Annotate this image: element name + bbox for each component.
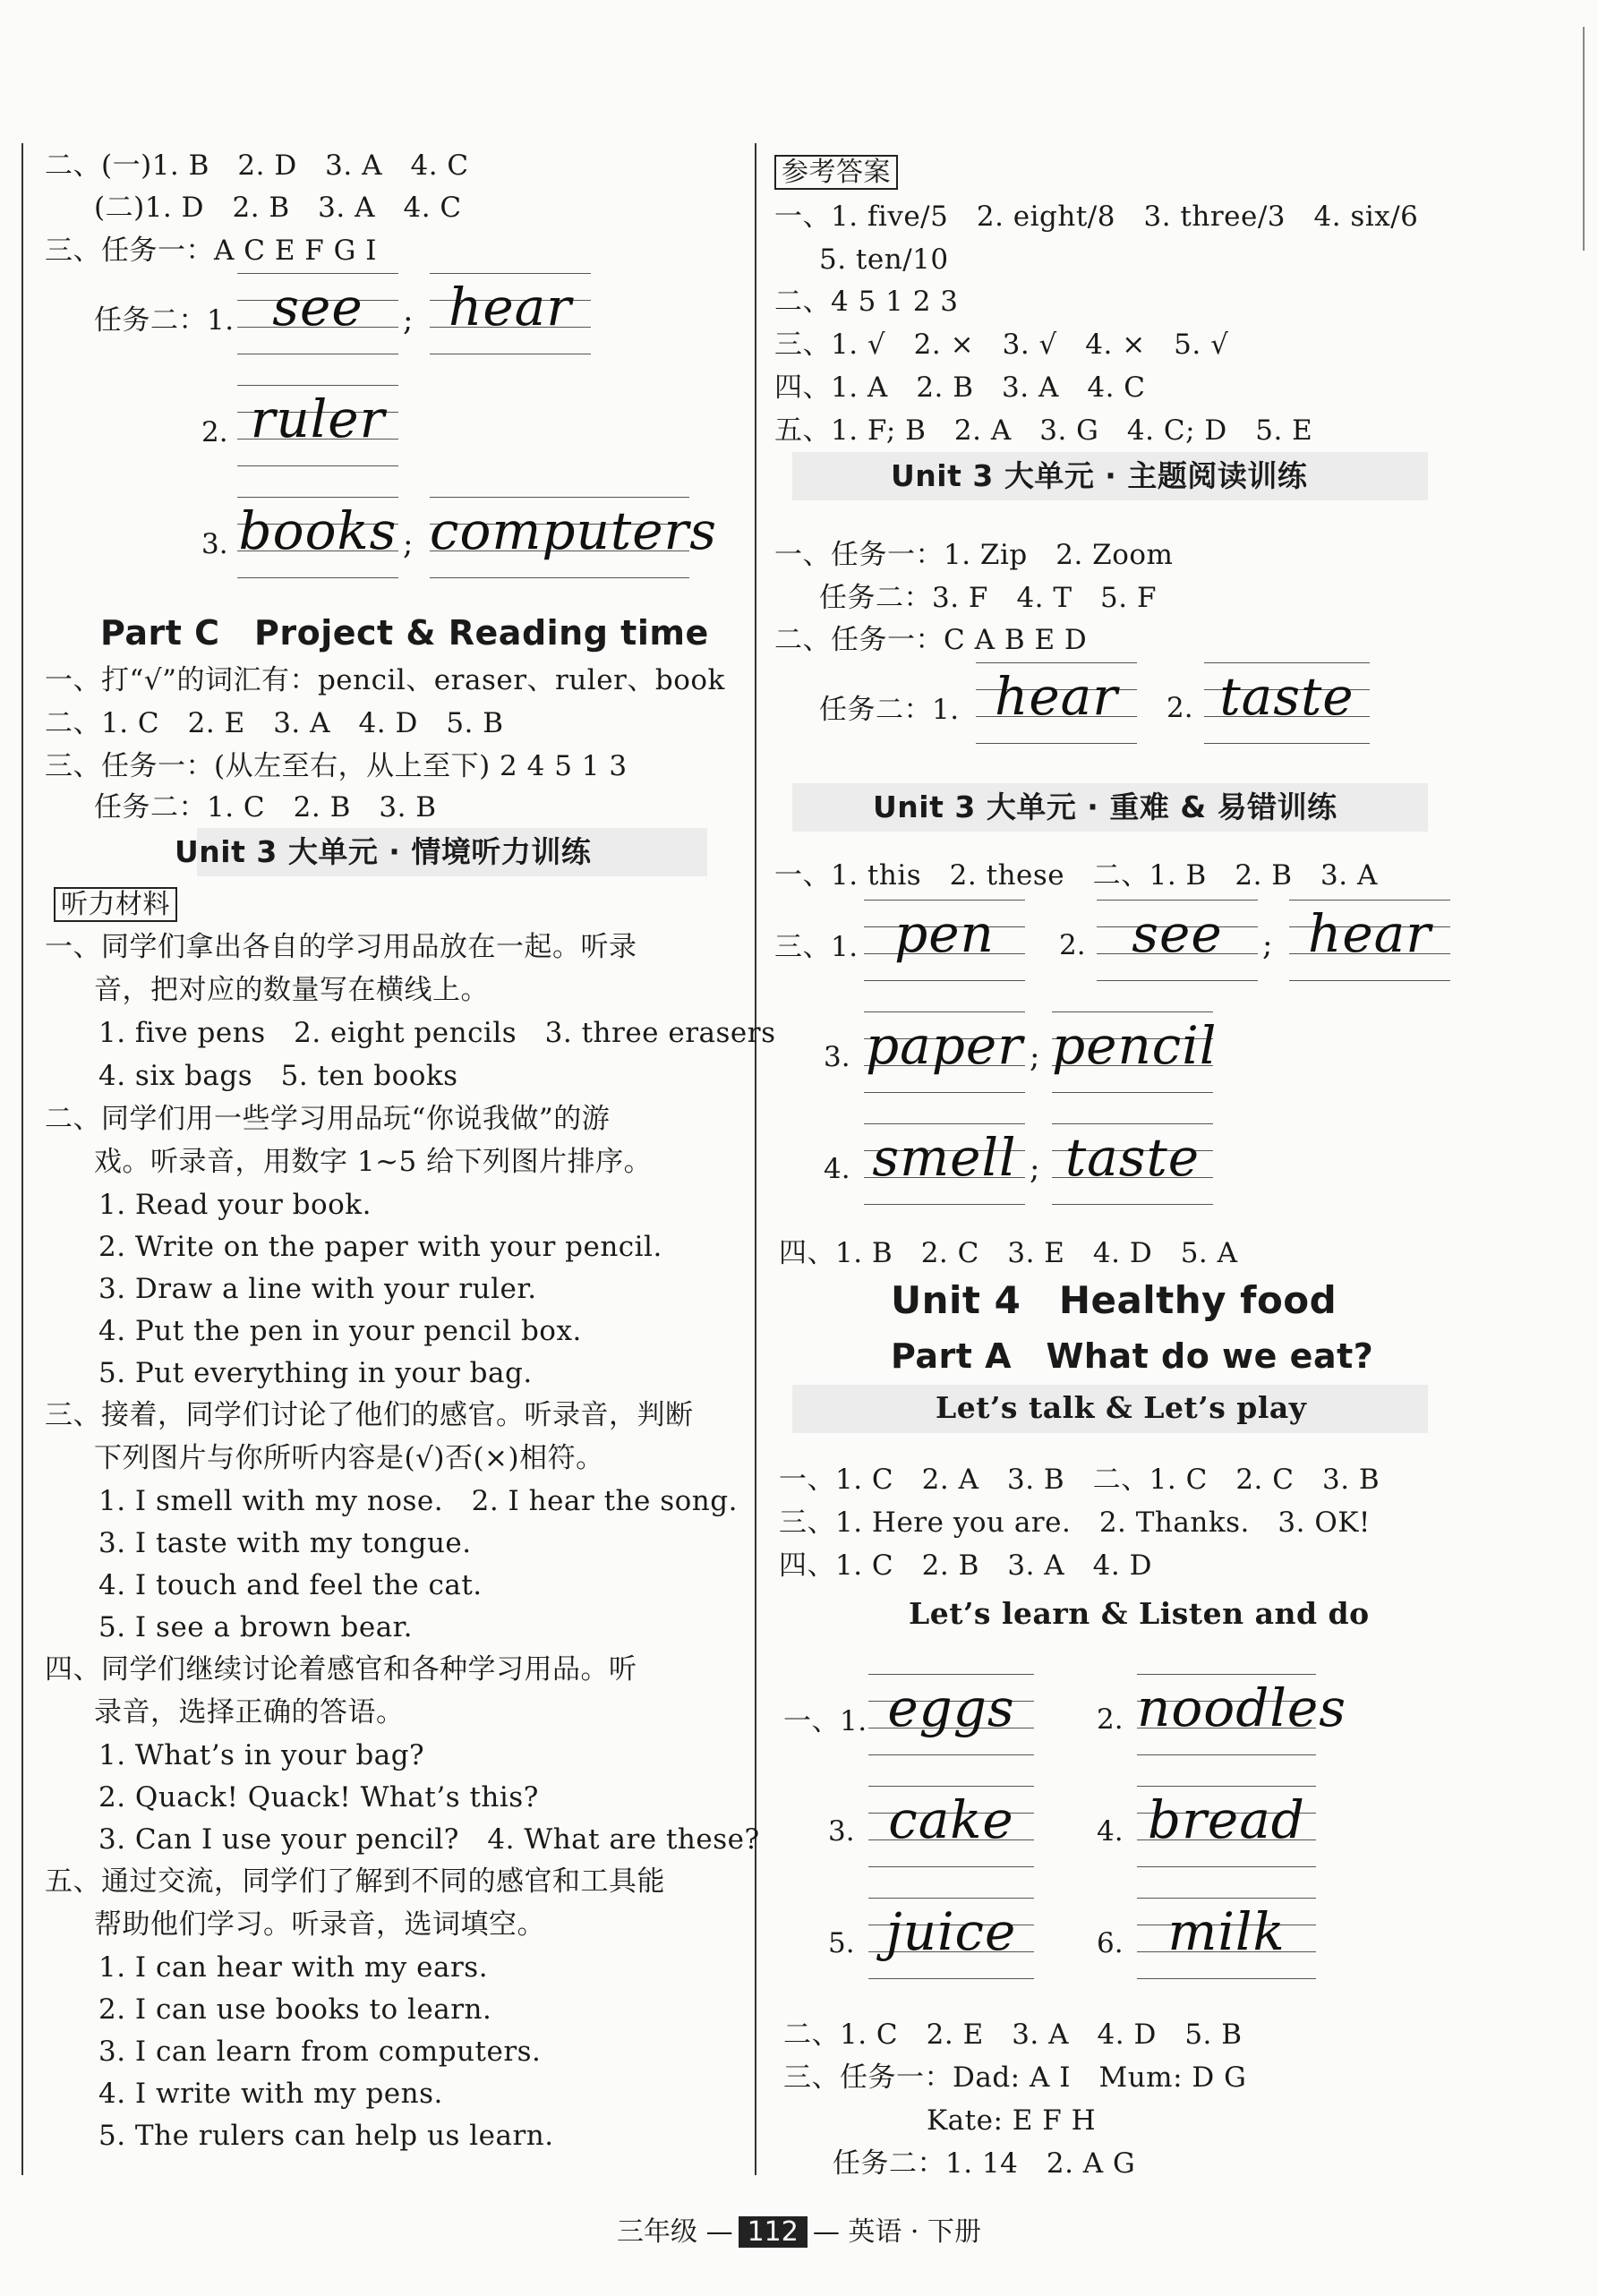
handwriting-box bbox=[430, 497, 718, 586]
handwriting-box bbox=[1137, 1898, 1316, 1987]
text-line: 1. Read your book. bbox=[98, 1189, 372, 1221]
handwriting-box bbox=[237, 273, 398, 363]
handwritten-word: ruler bbox=[250, 388, 386, 449]
handwriting-box bbox=[1289, 900, 1450, 989]
text-line: 五、通过交流，同学们了解到不同的感官和工具能 bbox=[45, 1865, 665, 1898]
item-number: 3. bbox=[824, 1041, 850, 1073]
item-number: 2. bbox=[201, 416, 228, 448]
answer-line: 三、1. √ 2. × 3. √ 4. × 5. √ bbox=[774, 329, 1229, 361]
text-line: 3. I taste with my tongue. bbox=[98, 1527, 472, 1559]
handwriting-box bbox=[1137, 1786, 1316, 1875]
answer-line: 二、1. C 2. E 3. A 4. D 5. B bbox=[45, 707, 504, 739]
text-line: 5. I see a brown bear. bbox=[98, 1611, 413, 1643]
unit-heading: Unit 3 大单元 · 主题阅读训练 bbox=[891, 458, 1308, 493]
text-line: 1. I smell with my nose. 2. I hear the song. bbox=[98, 1485, 738, 1517]
handwritten-word: hear bbox=[449, 277, 572, 337]
text-line: 2. I can use books to learn. bbox=[98, 1993, 492, 2026]
text-line: 帮助他们学习。听录音，选词填空。 bbox=[94, 1908, 545, 1941]
text-line: 下列图片与你所听内容是(√)否(×)相符。 bbox=[94, 1442, 604, 1474]
separator: ; bbox=[403, 303, 414, 338]
text-line: 3. Can I use your pencil? 4. What are these? bbox=[98, 1823, 760, 1856]
item-number: 2. bbox=[1166, 692, 1193, 724]
handwritten-word: pencil bbox=[1052, 1015, 1218, 1076]
answer-line: 任务二：1. bbox=[819, 694, 960, 726]
handwritten-word: noodles bbox=[1137, 1677, 1346, 1738]
answer-line: 四、1. B 2. C 3. E 4. D 5. A bbox=[779, 1237, 1238, 1269]
handwritten-word: paper bbox=[866, 1015, 1023, 1076]
answer-line: 三、1. bbox=[774, 931, 859, 963]
answer-line: 二、1. C 2. E 3. A 4. D 5. B bbox=[783, 2019, 1243, 2051]
handwritten-word: pen bbox=[894, 903, 995, 964]
text-line: 2. Write on the paper with your pencil. bbox=[98, 1231, 662, 1263]
text-line: 5. Put everything in your bag. bbox=[98, 1357, 533, 1389]
handwriting-box bbox=[868, 1786, 1034, 1875]
item-number: 2. bbox=[1097, 1703, 1124, 1736]
handwritten-word: computers bbox=[430, 500, 718, 561]
text-line: 3. I can learn from computers. bbox=[98, 2036, 542, 2068]
answer-line: 一、1. this 2. these 二、1. B 2. B 3. A bbox=[774, 859, 1378, 892]
separator: ; bbox=[1030, 1151, 1040, 1187]
text-line: 4. I touch and feel the cat. bbox=[98, 1569, 483, 1601]
text-line: 二、同学们用一些学习用品玩“你说我做”的游 bbox=[45, 1103, 611, 1135]
text-line: 一、同学们拿出各自的学习用品放在一起。听录 bbox=[45, 931, 637, 963]
handwritten-word: taste bbox=[1064, 1127, 1201, 1188]
label-line bbox=[54, 886, 177, 923]
text-line: 5. The rulers can help us learn. bbox=[98, 2120, 554, 2152]
handwritten-word: eggs bbox=[887, 1677, 1015, 1738]
item-number: 5. bbox=[828, 1927, 855, 1959]
answer-line: 五、1. F; B 2. A 3. G 4. C; D 5. E bbox=[774, 414, 1313, 447]
answer-line: 一、任务一：1. Zip 2. Zoom bbox=[774, 539, 1174, 571]
handwriting-box bbox=[864, 900, 1025, 989]
answer-line: 一、打“√”的词汇有：pencil、eraser、ruler、book bbox=[45, 664, 725, 696]
handwritten-word: books bbox=[238, 500, 397, 561]
text-line: 戏。听录音，用数字 1~5 给下列图片排序。 bbox=[94, 1146, 653, 1178]
listening-material-label: 听力材料 bbox=[54, 887, 177, 922]
item-number: 4. bbox=[1097, 1815, 1124, 1848]
answer-line: 任务二：3. F 4. T 5. F bbox=[819, 582, 1157, 614]
answer-line: 三、1. Here you are. 2. Thanks. 3. OK! bbox=[779, 1506, 1371, 1539]
answer-line: 任务二：1. 14 2. A G bbox=[833, 2147, 1136, 2180]
answer-line: (二)1. D 2. B 3. A 4. C bbox=[94, 192, 462, 224]
answer-line: 任务二：1. C 2. B 3. B bbox=[94, 791, 437, 824]
text-line: 4. I write with my pens. bbox=[98, 2078, 443, 2110]
answer-line: 三、任务一：Dad: A I Mum: D G bbox=[783, 2061, 1247, 2094]
text-line: 三、接着，同学们讨论了他们的感官。听录音，判断 bbox=[45, 1399, 694, 1431]
item-number: 3. bbox=[828, 1815, 855, 1848]
handwriting-box bbox=[864, 1011, 1025, 1101]
handwriting-box bbox=[1097, 900, 1258, 989]
handwritten-word: hear bbox=[995, 666, 1118, 727]
answer-line: 二、4 5 1 2 3 bbox=[774, 286, 959, 318]
handwritten-word: see bbox=[272, 277, 363, 337]
handwritten-word: hear bbox=[1308, 903, 1431, 964]
left-margin-line bbox=[21, 143, 23, 2175]
item-number: 6. bbox=[1097, 1927, 1124, 1959]
footer-subject: 英语 · 下册 bbox=[848, 2216, 981, 2248]
answer-line: 一、1. C 2. A 3. B 二、1. C 2. C 3. B bbox=[779, 1464, 1380, 1496]
text-line: 4. Put the pen in your pencil box. bbox=[98, 1315, 582, 1347]
text-line: 音，把对应的数量写在横线上。 bbox=[94, 974, 489, 1006]
answer-line: 三、任务一：A C E F G I bbox=[45, 235, 378, 267]
footer-dash: — bbox=[812, 2216, 840, 2248]
handwriting-box bbox=[864, 1123, 1025, 1213]
answer-line: Kate: E F H bbox=[927, 2104, 1097, 2137]
footer-dash: — bbox=[705, 2216, 733, 2248]
handwritten-word: bread bbox=[1148, 1789, 1305, 1850]
handwritten-word: smell bbox=[872, 1127, 1017, 1188]
column-divider bbox=[755, 143, 756, 2175]
handwritten-word: taste bbox=[1219, 666, 1354, 727]
answer-line: 任务二：1. bbox=[94, 304, 235, 337]
separator: ; bbox=[1030, 1039, 1040, 1075]
answer-line: 二、(一)1. B 2. D 3. A 4. C bbox=[45, 149, 469, 182]
right-margin-line bbox=[1583, 27, 1585, 251]
text-line: 2. Quack! Quack! What’s this? bbox=[98, 1781, 539, 1814]
lesson-heading: Let’s learn & Listen and do bbox=[909, 1596, 1370, 1631]
handwriting-box bbox=[868, 1674, 1034, 1763]
footer-grade: 三年级 bbox=[617, 2216, 698, 2248]
answer-line: 5. ten/10 bbox=[819, 243, 949, 276]
handwriting-box bbox=[237, 385, 398, 474]
handwriting-box bbox=[1204, 662, 1370, 752]
separator: ; bbox=[1262, 927, 1273, 963]
unit-title: Unit 4 Healthy food bbox=[891, 1278, 1337, 1322]
lesson-heading: Let’s talk & Let’s play bbox=[936, 1390, 1307, 1425]
handwriting-box bbox=[237, 497, 398, 586]
page-number: 112 bbox=[739, 2216, 808, 2248]
item-number: 4. bbox=[824, 1153, 850, 1185]
answer-line: 四、1. A 2. B 3. A 4. C bbox=[774, 371, 1146, 404]
handwriting-box bbox=[868, 1898, 1034, 1987]
text-line: 1. five pens 2. eight pencils 3. three erasers bbox=[98, 1017, 776, 1049]
page-footer bbox=[0, 2209, 1598, 2249]
text-line: 录音，选择正确的答语。 bbox=[94, 1696, 405, 1728]
handwriting-box bbox=[430, 273, 591, 363]
text-line: 四、同学们继续讨论着感官和各种学习用品。听 bbox=[45, 1653, 637, 1686]
answer-line: 三、任务一：(从左至右，从上至下) 2 4 5 1 3 bbox=[45, 750, 628, 782]
handwriting-box bbox=[1052, 1011, 1218, 1101]
section-heading: Part C Project & Reading time bbox=[100, 613, 709, 653]
handwriting-box bbox=[1137, 1674, 1346, 1763]
handwritten-word: cake bbox=[888, 1789, 1014, 1850]
handwritten-word: milk bbox=[1167, 1901, 1286, 1962]
answer-line: 二、任务一：C A B E D bbox=[774, 624, 1088, 656]
text-line: 4. six bags 5. ten books bbox=[98, 1060, 458, 1092]
handwriting-box bbox=[1052, 1123, 1213, 1213]
text-line: 1. I can hear with my ears. bbox=[98, 1951, 489, 1984]
unit-heading: Unit 3 大单元 · 情境听力训练 bbox=[175, 834, 592, 869]
answer-line: 四、1. C 2. B 3. A 4. D bbox=[779, 1549, 1152, 1582]
answer-line: 一、1. five/5 2. eight/8 3. three/3 4. six/6 bbox=[774, 201, 1419, 233]
part-title: Part A What do we eat? bbox=[891, 1336, 1374, 1376]
separator: ; bbox=[403, 526, 414, 562]
handwritten-word: see bbox=[1132, 903, 1223, 964]
item-number: 2. bbox=[1059, 929, 1086, 961]
unit-heading: Unit 3 大单元 · 重难 & 易错训练 bbox=[873, 790, 1337, 824]
label-line bbox=[774, 154, 898, 191]
answer-key-label: 参考答案 bbox=[774, 155, 898, 190]
handwriting-box bbox=[976, 662, 1137, 752]
text-line: 3. Draw a line with your ruler. bbox=[98, 1273, 537, 1305]
text-line: 1. What’s in your bag? bbox=[98, 1739, 425, 1771]
item-number: 3. bbox=[201, 528, 228, 560]
handwritten-word: juice bbox=[885, 1901, 1017, 1962]
answer-line: 一、1. bbox=[783, 1705, 867, 1737]
